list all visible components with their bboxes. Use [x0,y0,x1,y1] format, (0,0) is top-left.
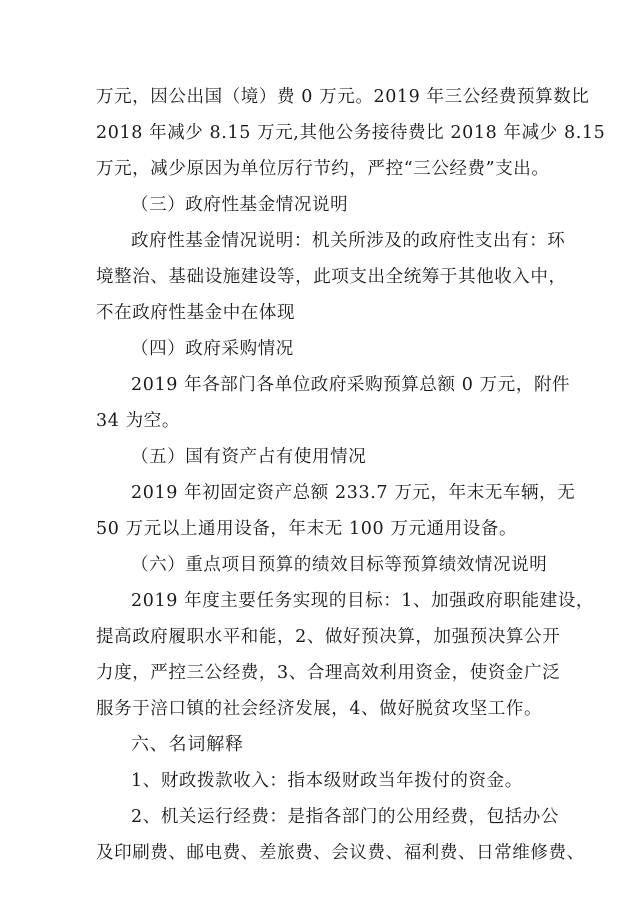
paragraph-line: 2019 年各部门各单位政府采购预算总额 0 万元，附件 [131,375,571,395]
paragraph-line: 提高政府履职水平和能，2、做好预决算，加强预决算公开 [96,627,561,647]
paragraph-line: 50 万元以上通用设备，年末无 100 万元通用设备。 [96,519,518,539]
paragraph-line: 境整治、基础设施建设等，此项支出全统筹于其他收入中， [96,267,567,287]
section-heading-government-fund: （三）政府性基金情况说明 [131,195,349,215]
paragraph-line: 政府性基金情况说明：机关所涉及的政府性支出有：环 [131,231,566,251]
paragraph-line: 34 为空。 [96,411,180,431]
paragraph-line: 2019 年初固定资产总额 233.7 万元，年末无车辆，无 [131,483,576,503]
section-heading-performance: （六）重点项目预算的绩效目标等预算绩效情况说明 [131,555,548,575]
paragraph-line: 2、机关运行经费：是指各部门的公用经费，包括办公 [131,807,560,827]
section-heading-state-assets: （五）国有资产占有使用情况 [131,447,367,467]
paragraph-line: 1、财政拨款收入：指本级财政当年拨付的资金。 [131,771,523,791]
paragraph-line: 不在政府性基金中在体现 [96,303,296,323]
paragraph-line: 力度，严控三公经费，3、合理高效利用资金，使资金广泛 [96,663,561,683]
paragraph-line: 万元，因公出国（境）费 0 万元。2019 年三公经费预算数比 [96,87,590,107]
paragraph-line: 及印刷费、邮电费、差旅费、会议费、福利费、日常维修费、 [96,843,585,863]
section-heading-procurement: （四）政府采购情况 [131,339,294,359]
paragraph-line: 万元，减少原因为单位厉行节约，严控“三公经费”支出。 [96,159,550,179]
paragraph-line: 2019 年度主要任务实现的目标：1、加强政府职能建设， [131,591,595,611]
paragraph-line: 2018 年减少 8.15 万元,其他公务接待费比 2018 年减少 8.15 [96,123,606,143]
paragraph-line: 服务于涪口镇的社会经济发展，4、做好脱贫攻坚工作。 [96,699,543,719]
section-heading-glossary: 六、名词解释 [131,734,244,755]
